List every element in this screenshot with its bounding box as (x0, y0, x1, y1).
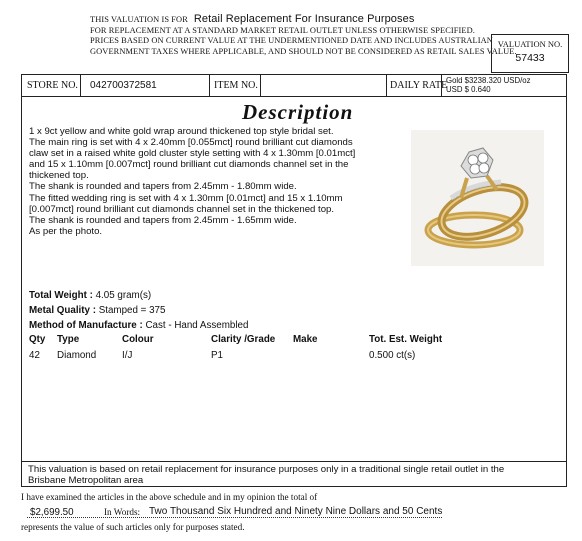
info-row (22, 75, 566, 97)
total-amount: $2,699.50 (30, 507, 74, 518)
cell-clarity: P1 (211, 350, 223, 361)
ring-illustration (411, 130, 544, 266)
divider (386, 75, 387, 96)
description-line: The main ring is set with 4 x 2.40mm [0.055mct] round brilliant cut diamonds (29, 137, 353, 149)
item-no-label: ITEM NO. (214, 80, 258, 91)
valuation-frame (21, 74, 567, 487)
col-weight: Tot. Est. Weight (369, 334, 443, 345)
valuation-purpose: Retail Replacement For Insurance Purposes (193, 13, 415, 25)
item-details (29, 288, 248, 333)
gold-rate: Gold $3238.320 USD/oz (446, 76, 531, 85)
footer-statement: I have examined the articles in the above schedule and in my opinion the total of (21, 492, 318, 502)
cell-weight: 0.500 ct(s) (369, 350, 416, 361)
valuation-number-box (491, 34, 569, 73)
cell-qty: 42 (29, 350, 40, 361)
col-make: Make (293, 334, 318, 345)
metal-quality-row (29, 303, 248, 318)
description-line: The fitted wedding ring is set with 4 x 1.30mm [0.01mct] and 15 x 1.10mm (29, 192, 343, 204)
header-block (90, 13, 517, 57)
total-weight-label: Total Weight : (29, 290, 93, 301)
description-line: claw set in a raised white gold cluster style setting with 4 x 1.30mm [0.01mct] (29, 148, 356, 160)
col-type: Type (57, 334, 80, 345)
dotted-line (27, 517, 442, 518)
valuation-number: 57433 (515, 52, 545, 64)
header-line-1 (90, 14, 490, 26)
description-line: 1 x 9ct yellow and white gold wrap around thickened top style bridal set. (29, 126, 334, 137)
col-clarity: Clarity /Grade (211, 334, 276, 345)
manufacture-value: Cast - Hand Assembled (145, 320, 249, 331)
description-line: The shank is rounded and tapers from 2.45mm - 1.80mm wide. (29, 181, 297, 193)
valuation-number-label: VALUATION NO. (497, 39, 563, 49)
header-line-3: PRICES BASED ON CURRENT VALUE AT THE UNDERMENTIONED DATE AND INCLUDES AUSTRALIAN (90, 36, 493, 46)
divider (80, 75, 81, 96)
description-line: The shank is rounded and tapers from 2.45mm - 1.65mm wide. (29, 214, 297, 226)
valuation-note (22, 461, 566, 487)
description-line: As per the photo. (29, 225, 103, 237)
header-line-2: FOR REPLACEMENT AT A STANDARD MARKET RETAIL OUTLET UNLESS OTHERWISE SPECIFIED. (90, 25, 475, 35)
description-line: thickened top. (29, 170, 89, 182)
description-title: Description (242, 100, 354, 124)
manufacture-row (29, 318, 248, 333)
col-colour: Colour (122, 334, 154, 345)
description-text (29, 126, 419, 237)
note-line-2: Brisbane Metropolitan area (28, 475, 144, 486)
total-weight-row (29, 288, 248, 303)
total-weight-value: 4.05 gram(s) (95, 290, 152, 301)
metal-quality-value: Stamped = 375 (98, 305, 166, 316)
divider (441, 75, 442, 96)
col-qty: Qty (29, 334, 46, 345)
divider (260, 75, 261, 96)
amount-in-words: Two Thousand Six Hundred and Ninety Nine Dollars and 50 Cents (149, 506, 443, 517)
cell-colour: I/J (122, 350, 133, 361)
description-line: and 15 x 1.10mm [0.007mct] round brilliant cut diamonds channel set in the (29, 159, 349, 171)
daily-rate-label: DAILY RATE (390, 80, 448, 91)
daily-rate-values (446, 76, 531, 94)
ring-photo (411, 130, 544, 266)
store-no-value: 042700372581 (90, 80, 157, 91)
footer-closing: represents the value of such articles only for purposes stated. (21, 522, 245, 532)
cell-type: Diamond (57, 350, 97, 361)
store-no-label: STORE NO. (27, 80, 78, 91)
note-line-1: This valuation is based on retail replacement for insurance purposes only in a traditional single retail outlet in the (28, 464, 505, 475)
metal-quality-label: Metal Quality : (29, 305, 96, 316)
header-prefix: THIS VALUATION IS FOR (90, 15, 188, 24)
usd-rate: USD $ 0.640 (446, 85, 491, 94)
divider (209, 75, 210, 96)
in-words-label: In Words: (104, 507, 141, 517)
header-line-4: GOVERNMENT TAXES WHERE APPLICABLE, AND SHOULD NOT BE CONSIDERED AS RETAIL SALES VALUE. (90, 46, 517, 56)
description-line: [0.007mct] round brilliant cut diamonds channel set in the thickened top. (29, 203, 335, 215)
manufacture-label: Method of Manufacture : (29, 320, 143, 331)
